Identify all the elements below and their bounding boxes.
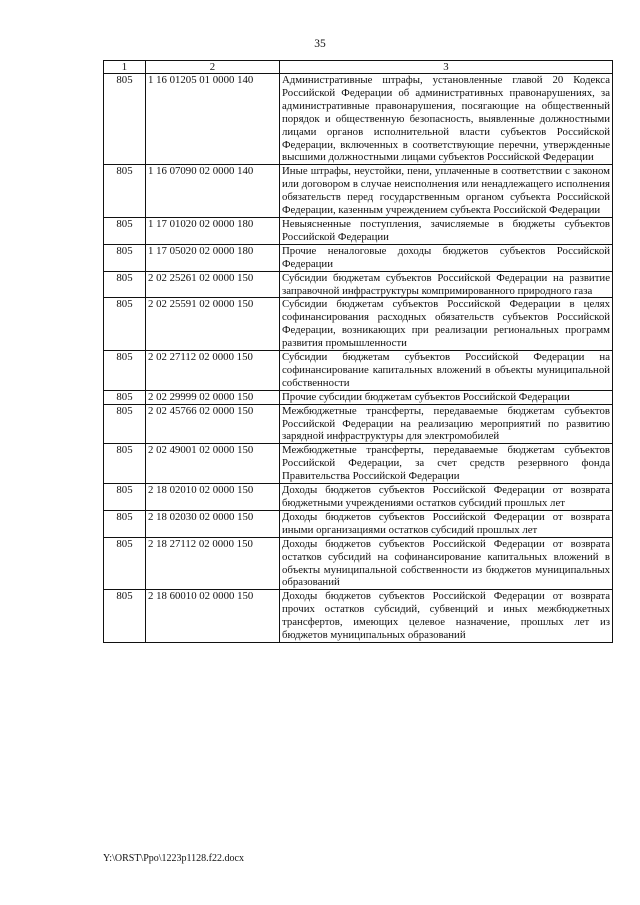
admin-code-cell: 805 xyxy=(104,244,146,271)
admin-code-cell: 805 xyxy=(104,298,146,351)
budget-code-cell: 2 02 27112 02 0000 150 xyxy=(146,351,280,391)
admin-code-cell: 805 xyxy=(104,510,146,537)
table-row xyxy=(104,510,613,537)
budget-code-cell: 2 02 45766 02 0000 150 xyxy=(146,404,280,444)
revenue-codes-table xyxy=(103,60,613,643)
budget-code-cell: 2 02 29999 02 0000 150 xyxy=(146,390,280,404)
table-row xyxy=(104,351,613,391)
admin-code-cell: 805 xyxy=(104,484,146,511)
budget-code-cell: 2 18 27112 02 0000 150 xyxy=(146,537,280,590)
page-number: 35 xyxy=(314,38,326,50)
description-cell: Иные штрафы, неустойки, пени, уплаченные в соответствии с законом или договором в случае неисполнения или ненадлежащего исполнения обязательств перед государственным органом субъекта Российской Федерации, казенным учреждением субъекта Российской Федерации xyxy=(280,165,613,218)
description-cell: Доходы бюджетов субъектов Российской Федерации от возврата бюджетными учреждениями остатков субсидий прошлых лет xyxy=(280,484,613,511)
description-cell: Прочие неналоговые доходы бюджетов субъектов Российской Федерации xyxy=(280,244,613,271)
header-cell-1: 1 xyxy=(104,61,146,74)
admin-code-cell: 805 xyxy=(104,217,146,244)
header-cell-3: 3 xyxy=(280,61,613,74)
table-header xyxy=(104,61,613,74)
admin-code-cell: 805 xyxy=(104,351,146,391)
header-row xyxy=(104,61,613,74)
table-row xyxy=(104,271,613,298)
table-row xyxy=(104,74,613,165)
table-row xyxy=(104,537,613,590)
budget-code-cell: 2 18 02010 02 0000 150 xyxy=(146,484,280,511)
description-cell: Доходы бюджетов субъектов Российской Федерации от возврата остатков субсидий на софинансирование капитальных вложений в объекты муниципальной собственности из бюджетов муниципальных образований xyxy=(280,537,613,590)
table-row xyxy=(104,484,613,511)
admin-code-cell: 805 xyxy=(104,271,146,298)
table-row xyxy=(104,444,613,484)
admin-code-cell: 805 xyxy=(104,404,146,444)
table-row xyxy=(104,404,613,444)
description-cell: Субсидии бюджетам субъектов Российской Федерации на софинансирование капитальных вложений в объекты муниципальной собственности xyxy=(280,351,613,391)
description-cell: Доходы бюджетов субъектов Российской Федерации от возврата иными организациями остатков субсидий прошлых лет xyxy=(280,510,613,537)
file-path-footer: Y:\ORST\Ppo\1223p1128.f22.docx xyxy=(103,853,244,864)
admin-code-cell: 805 xyxy=(104,444,146,484)
budget-code-cell: 1 16 07090 02 0000 140 xyxy=(146,165,280,218)
budget-code-cell: 1 16 01205 01 0000 140 xyxy=(146,74,280,165)
table-row xyxy=(104,590,613,643)
description-cell: Субсидии бюджетам субъектов Российской Федерации на развитие заправочной инфраструктуры компримированного природного газа xyxy=(280,271,613,298)
budget-code-cell: 1 17 01020 02 0000 180 xyxy=(146,217,280,244)
description-cell: Межбюджетные трансферты, передаваемые бюджетам субъектов Российской Федерации на реализацию мероприятий по развитию зарядной инфраструктуры для электромобилей xyxy=(280,404,613,444)
budget-code-cell: 1 17 05020 02 0000 180 xyxy=(146,244,280,271)
admin-code-cell: 805 xyxy=(104,165,146,218)
description-cell: Доходы бюджетов субъектов Российской Федерации от возврата прочих остатков субсидий, субвенций и иных межбюджетных трансфертов, имеющих целевое назначение, прошлых лет из бюджетов муниципальных образований xyxy=(280,590,613,643)
admin-code-cell: 805 xyxy=(104,390,146,404)
admin-code-cell: 805 xyxy=(104,74,146,165)
description-cell: Субсидии бюджетам субъектов Российской Федерации в целях софинансирования расходных обязательств субъектов Российской Федерации, возникающих при реализации региональных программ развития промышленности xyxy=(280,298,613,351)
budget-code-cell: 2 02 49001 02 0000 150 xyxy=(146,444,280,484)
table-row xyxy=(104,390,613,404)
budget-code-cell: 2 18 60010 02 0000 150 xyxy=(146,590,280,643)
budget-code-cell: 2 02 25261 02 0000 150 xyxy=(146,271,280,298)
admin-code-cell: 805 xyxy=(104,590,146,643)
description-cell: Административные штрафы, установленные главой 20 Кодекса Российской Федерации об административных правонарушениях, за административные правонарушения, посягающие на общественный порядок и общественную безопасность, выявленные должностными лицами органов исполнительной власти субъектов Российской Федерации, включенных в соответствующие перечни, утвержденные высшими должностными лицами субъектов Российской Федерации xyxy=(280,74,613,165)
header-cell-2: 2 xyxy=(146,61,280,74)
budget-code-cell: 2 02 25591 02 0000 150 xyxy=(146,298,280,351)
table-row xyxy=(104,298,613,351)
budget-code-cell: 2 18 02030 02 0000 150 xyxy=(146,510,280,537)
description-cell: Межбюджетные трансферты, передаваемые бюджетам субъектов Российской Федерации, за счет средств резервного фонда Правительства Российской Федерации xyxy=(280,444,613,484)
table-body xyxy=(104,74,613,643)
description-cell: Невыясненные поступления, зачисляемые в бюджеты субъектов Российской Федерации xyxy=(280,217,613,244)
admin-code-cell: 805 xyxy=(104,537,146,590)
table-row xyxy=(104,217,613,244)
table-row xyxy=(104,165,613,218)
table-row xyxy=(104,244,613,271)
description-cell: Прочие субсидии бюджетам субъектов Российской Федерации xyxy=(280,390,613,404)
